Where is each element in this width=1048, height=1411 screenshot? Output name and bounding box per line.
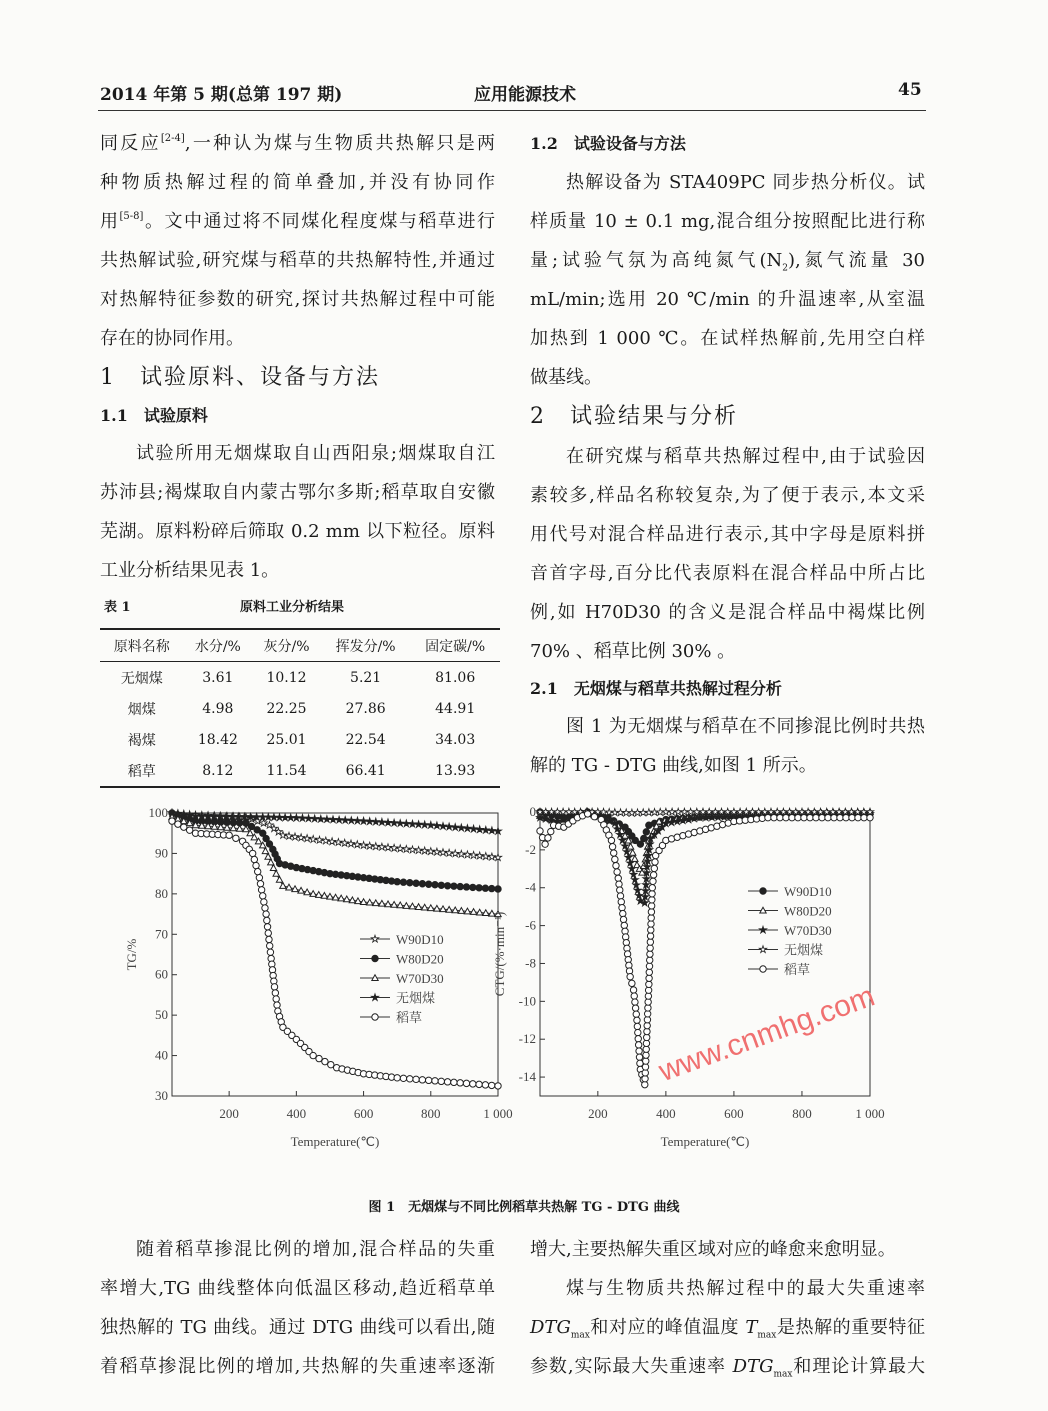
data-point-marker	[265, 853, 271, 859]
data-point-marker	[630, 987, 636, 993]
data-point-marker	[650, 872, 656, 878]
data-point-marker	[801, 814, 807, 820]
legend-label: W90D10	[784, 884, 832, 899]
data-point-marker	[615, 875, 621, 881]
x-tick-label: 800	[421, 1106, 441, 1121]
legend-label: W70D30	[784, 923, 832, 938]
data-point-marker	[310, 1052, 316, 1058]
data-point-marker	[631, 993, 637, 999]
text-line: 热解设备为 STA409PC 同步热分析仪。试	[566, 172, 925, 193]
data-point-marker	[759, 926, 766, 933]
data-point-marker	[413, 1076, 419, 1082]
y-tick-label: 30	[155, 1088, 168, 1103]
table-caption	[100, 592, 495, 620]
data-point-marker	[647, 933, 653, 939]
data-point-marker	[831, 814, 837, 820]
data-point-marker	[400, 879, 406, 885]
data-point-marker	[273, 870, 279, 876]
data-point-marker	[438, 882, 444, 888]
x-axis-label: Temperature(℃)	[660, 1134, 750, 1149]
data-point-marker	[632, 999, 638, 1005]
data-point-marker	[470, 884, 476, 890]
x-tick-label: 400	[286, 1106, 307, 1121]
data-point-marker	[372, 955, 378, 961]
y-tick-label: -6	[525, 917, 536, 933]
raw-material-analysis-table	[100, 628, 500, 788]
x-tick-label: 600	[353, 1106, 374, 1121]
data-point-marker	[545, 835, 551, 841]
data-point-marker	[608, 837, 614, 843]
data-point-marker	[647, 945, 653, 951]
data-point-marker	[648, 909, 654, 915]
table-cell: 4.98	[202, 700, 234, 717]
data-point-marker	[265, 930, 271, 936]
text-line: 着稻草掺混比例的增加,共热解的失重速率逐渐	[100, 1356, 495, 1377]
table-cell: 8.12	[202, 762, 234, 779]
data-point-marker	[463, 884, 469, 890]
data-point-marker	[648, 915, 654, 921]
data-point-marker	[843, 814, 849, 820]
y-tick-label: -4	[525, 879, 536, 895]
right-column	[530, 124, 925, 785]
data-point-marker	[651, 809, 658, 816]
bottom-left-column	[100, 1230, 495, 1386]
y-tick-label: 40	[155, 1047, 168, 1063]
data-point-marker	[641, 835, 647, 841]
text-line: 增大,主要热解失重区域对应的峰愈来愈明显。	[530, 1239, 896, 1260]
tg-chart	[120, 795, 520, 1155]
data-point-marker	[407, 1076, 413, 1082]
data-point-marker	[372, 1014, 378, 1020]
data-point-marker	[629, 980, 635, 986]
data-point-marker	[611, 850, 617, 856]
data-point-marker	[634, 1017, 640, 1023]
journal-title: 应用能源技术	[474, 85, 576, 105]
text-line: 在研究煤与稻草共热解过程中,由于试验因	[566, 446, 925, 467]
data-point-marker	[837, 814, 843, 820]
data-point-marker	[262, 848, 268, 854]
data-point-marker	[849, 814, 855, 820]
data-point-marker	[262, 905, 268, 911]
legend-label: 无烟煤	[396, 990, 436, 1006]
data-point-marker	[819, 814, 825, 820]
table-cell: 无烟煤	[120, 670, 163, 687]
data-point-marker	[657, 808, 664, 815]
data-point-marker	[645, 809, 652, 816]
data-point-marker	[634, 809, 641, 816]
legend-label: 稻草	[396, 1010, 423, 1025]
data-point-marker	[263, 911, 269, 917]
x-tick-label: 400	[656, 1106, 676, 1121]
data-point-marker	[662, 808, 669, 815]
dtg-chart	[492, 795, 895, 1155]
y-tick-label: 0	[529, 804, 536, 819]
data-point-marker	[371, 935, 378, 942]
data-point-marker	[777, 814, 783, 820]
y-tick-label: 60	[155, 966, 168, 982]
data-point-marker	[272, 990, 278, 996]
text-line: 种物质热解过程的简单叠加,并没有协同作	[100, 172, 495, 193]
data-point-marker	[488, 1082, 494, 1088]
data-point-marker	[267, 943, 273, 949]
data-point-marker	[261, 899, 267, 905]
data-point-marker	[765, 814, 771, 820]
table-cell: 81.06	[435, 669, 476, 686]
text-line: mL/min;选用 20 ℃/min 的升温速率,从室温	[530, 289, 925, 310]
y-tick-label: 90	[155, 845, 168, 861]
section-heading-1-1: 1.1 试验原料	[100, 406, 208, 425]
data-point-marker	[274, 1002, 280, 1008]
data-point-marker	[186, 827, 192, 833]
data-point-marker	[759, 946, 766, 953]
data-point-marker	[646, 975, 652, 981]
table-row	[100, 755, 500, 787]
x-tick-label: 1 000	[483, 1106, 513, 1121]
text-line: 试验所用无烟煤取自山西阳泉;烟煤取自江	[136, 443, 495, 464]
y-tick-label: 70	[155, 926, 168, 942]
x-axis-label: Temperature(℃)	[290, 1134, 380, 1149]
data-point-marker	[649, 891, 655, 897]
data-point-marker	[627, 843, 633, 849]
page-number: 45	[898, 80, 922, 100]
data-point-marker	[463, 1080, 469, 1086]
left-column	[100, 124, 495, 788]
series-line	[172, 821, 498, 1086]
legend-label: W70D30	[396, 971, 444, 986]
data-point-marker	[267, 949, 273, 955]
legend-label: W80D20	[396, 951, 444, 967]
data-point-marker	[457, 883, 463, 889]
data-point-marker	[632, 856, 638, 862]
data-point-marker	[771, 814, 777, 820]
data-point-marker	[394, 879, 400, 885]
data-point-marker	[253, 862, 259, 868]
data-point-marker	[647, 957, 653, 963]
section-heading-1: 1 试验原料、设备与方法	[100, 365, 380, 390]
data-point-marker	[425, 1077, 431, 1083]
data-point-marker	[813, 814, 819, 820]
data-point-marker	[419, 881, 425, 887]
table-cell: 25.01	[266, 731, 307, 748]
text-line: 对热解特征参数的研究,探讨共热解过程中可能	[100, 289, 495, 310]
data-point-marker	[649, 885, 655, 891]
text-line: 同反应[2-4],一种认为煤与生物质共热解只是两	[100, 133, 495, 154]
data-point-marker	[264, 917, 270, 923]
data-point-marker	[795, 814, 801, 820]
table-label: 表 1	[104, 600, 131, 615]
data-point-marker	[855, 814, 861, 820]
data-point-marker	[635, 1042, 641, 1048]
data-point-marker	[432, 882, 438, 888]
data-point-marker	[256, 874, 262, 880]
text-line: 量;试验气氛为高纯氮气$(N_2)$,氮气流量 30	[530, 250, 926, 274]
series-稻草	[169, 818, 501, 1089]
data-point-marker	[640, 809, 647, 816]
data-point-marker	[651, 865, 657, 871]
data-point-marker	[648, 903, 654, 909]
data-point-marker	[617, 893, 623, 899]
data-point-marker	[268, 859, 274, 865]
data-point-marker	[488, 885, 494, 891]
figure-caption: 图 1 无烟煤与不同比例稻草共热解 TG - DTG 曲线	[368, 1200, 680, 1215]
data-point-marker	[537, 828, 543, 834]
data-point-marker	[591, 814, 597, 820]
data-point-marker	[620, 916, 626, 922]
y-tick-label: -14	[518, 1069, 536, 1085]
data-point-marker	[233, 835, 239, 841]
data-point-marker	[825, 814, 831, 820]
data-point-marker	[789, 814, 795, 820]
column-header: 固定碳/%	[425, 638, 486, 655]
data-point-marker	[647, 951, 653, 957]
data-point-marker	[648, 921, 654, 927]
text-line: 加热到 1 000 ℃。在试样热解前,先用空白样	[530, 328, 925, 349]
x-tick-label: 600	[724, 1106, 744, 1121]
table-cell: 18.42	[197, 731, 238, 748]
table-row	[100, 724, 500, 755]
data-point-marker	[451, 1079, 457, 1085]
data-point-marker	[276, 877, 282, 883]
data-point-marker	[226, 832, 232, 838]
table-cell: 66.41	[345, 762, 386, 779]
citation: [5-8]	[119, 211, 144, 222]
data-point-marker	[264, 924, 270, 930]
data-point-marker	[371, 994, 378, 1001]
data-point-marker	[175, 821, 181, 827]
data-point-marker	[617, 887, 623, 893]
table-title: 原料工业分析结果	[240, 600, 345, 615]
data-point-marker	[270, 865, 276, 871]
data-point-marker	[627, 974, 633, 980]
data-point-marker	[650, 878, 656, 884]
data-point-marker	[643, 829, 649, 835]
data-point-marker	[616, 881, 622, 887]
data-point-marker	[647, 939, 653, 945]
legend-label: 稻草	[784, 962, 811, 977]
data-point-marker	[646, 969, 652, 975]
data-point-marker	[482, 1082, 488, 1088]
data-point-marker	[419, 1077, 425, 1083]
text-line: 音首字母,百分比代表原料在混合样品中所占比	[530, 563, 925, 584]
data-point-marker	[432, 1078, 438, 1084]
plot-frame	[172, 813, 498, 1096]
data-point-marker	[807, 814, 813, 820]
data-point-marker	[648, 927, 654, 933]
table-cell: 22.25	[266, 700, 307, 717]
data-point-marker	[783, 814, 789, 820]
text-line: 样质量 10 ± 0.1 mg,混合组分按照配比进行称	[530, 211, 925, 232]
data-point-marker	[273, 996, 279, 1002]
data-point-marker	[257, 881, 263, 887]
data-point-marker	[675, 808, 682, 815]
data-point-marker	[628, 809, 635, 816]
table-row	[100, 693, 500, 724]
table-cell: 27.86	[345, 700, 386, 717]
y-tick-label: -8	[525, 955, 536, 971]
text-line: 参数,实际最大失重速率 $DTG_{max}$和理论计算最大	[530, 1356, 926, 1380]
text-line: 随着稻草掺混比例的增加,混合样品的失重	[136, 1239, 495, 1260]
table-cell: 稻草	[127, 763, 156, 780]
data-point-marker	[649, 897, 655, 903]
data-point-marker	[271, 984, 277, 990]
text-line: 苏沛县;褐煤取自内蒙古鄂尔多斯;稻草取自安徽	[100, 482, 495, 503]
y-tick-label: -10	[518, 993, 536, 1009]
y-tick-label: -2	[525, 841, 536, 857]
column-header: 原料名称	[113, 638, 170, 655]
legend-label: W80D20	[784, 903, 832, 919]
data-point-marker	[614, 869, 620, 875]
data-point-marker	[258, 887, 264, 893]
table-cell: 褐煤	[127, 732, 156, 749]
table-cell: 34.03	[435, 731, 476, 748]
text-line: 存在的协同作用。	[100, 328, 244, 349]
y-tick-label: 100	[148, 805, 168, 820]
data-point-marker	[407, 880, 413, 886]
data-point-marker	[322, 1058, 328, 1064]
data-point-marker	[457, 1080, 463, 1086]
citation: [2-4]	[160, 133, 185, 144]
data-point-marker	[636, 1054, 642, 1060]
data-point-marker	[476, 1081, 482, 1087]
data-point-marker	[633, 1011, 639, 1017]
text-line: 煤与生物质共热解过程中的最大失重速率	[566, 1278, 925, 1299]
text-line: 例,如 H70D30 的含义是混合样品中褐煤比例	[530, 602, 925, 623]
x-tick-label: 800	[792, 1106, 812, 1121]
data-point-marker	[619, 905, 625, 911]
data-point-marker	[609, 844, 615, 850]
data-point-marker	[620, 910, 626, 916]
text-line: 做基线。	[530, 367, 602, 388]
x-tick-label: 200	[219, 1106, 239, 1121]
text-line: 解的 TG - DTG 曲线,如图 1 所示。	[530, 755, 817, 776]
data-point-marker	[636, 1048, 642, 1054]
data-point-marker	[394, 1075, 400, 1081]
table-header-row	[100, 629, 500, 662]
data-point-marker	[632, 1005, 638, 1011]
data-point-marker	[668, 808, 675, 815]
data-point-marker	[317, 815, 324, 822]
text-line: 独热解的 TG 曲线。通过 DTG 曲线可以看出,随	[100, 1317, 495, 1338]
y-tick-label: 80	[155, 885, 168, 901]
data-point-marker	[266, 936, 272, 942]
series-line	[540, 812, 870, 873]
x-tick-label: 1 000	[855, 1106, 885, 1121]
data-point-marker	[438, 1078, 444, 1084]
column-header: 灰分/%	[263, 638, 310, 655]
data-point-marker	[316, 1055, 322, 1061]
data-point-marker	[652, 859, 658, 865]
header-rule	[98, 110, 926, 111]
table-cell: 44.91	[435, 700, 476, 717]
data-point-marker	[646, 963, 652, 969]
column-header: 挥发分/%	[335, 638, 396, 655]
data-point-marker	[181, 824, 187, 830]
data-point-marker	[482, 885, 488, 891]
data-point-marker	[681, 808, 688, 815]
x-tick-label: 200	[588, 1106, 608, 1121]
text-line: 素较多,样品名称较复杂,为了便于表示,本文采	[530, 485, 925, 506]
data-point-marker	[635, 1036, 641, 1042]
data-point-marker	[635, 1029, 641, 1035]
column-header: 水分/%	[194, 638, 241, 655]
table-cell: 5.21	[350, 669, 382, 686]
data-point-marker	[280, 883, 286, 889]
data-point-marker	[584, 811, 590, 817]
data-point-marker	[400, 1075, 406, 1081]
data-point-marker	[444, 1079, 450, 1085]
table-cell: 13.93	[435, 762, 476, 779]
text-line: 用[5-8]。文中通过将不同煤化程度煤与稻草进行	[100, 211, 495, 232]
table-cell: 烟煤	[127, 701, 156, 718]
watermark: www.cnmhg.com	[654, 979, 880, 1089]
text-line: 芜湖。原料粉碎后筛取 0.2 mm 以下粒径。原料	[100, 521, 495, 542]
table-row	[100, 662, 500, 694]
bottom-right-column	[530, 1230, 925, 1386]
data-point-marker	[861, 814, 867, 820]
data-point-marker	[612, 856, 618, 862]
text-line: 70% 、稻草比例 30% 。	[530, 641, 736, 662]
table-cell: 3.61	[202, 669, 234, 686]
journal-issue: 2014 年第 5 期(总第 197 期)	[100, 85, 343, 105]
data-point-marker	[760, 966, 766, 972]
text-line: 用代号对混合样品进行表示,其中字母是原料拼	[530, 524, 925, 545]
data-point-marker	[451, 883, 457, 889]
text-line: 共热解试验,研究煤与稻草的共热解特性,并通过	[100, 250, 495, 271]
data-point-marker	[328, 1061, 334, 1067]
data-point-marker	[470, 1081, 476, 1087]
data-point-marker	[425, 881, 431, 887]
data-point-marker	[618, 899, 624, 905]
y-tick-label: -12	[518, 1031, 536, 1047]
section-heading-2: 2 试验结果与分析	[530, 404, 738, 429]
data-point-marker	[613, 862, 619, 868]
section-heading-2-1: 2.1 无烟煤与稻草共热解过程分析	[530, 679, 782, 698]
data-point-marker	[542, 841, 548, 847]
text-line: 图 1 为无烟煤与稻草在不同掺混比例时共热	[566, 716, 925, 737]
text-line: $DTG_{max}$和对应的峰值温度 $T_{max}$是热解的重要特征	[530, 1317, 925, 1341]
data-point-marker	[634, 1023, 640, 1029]
y-axis-label: TG/%	[124, 938, 139, 971]
legend-label: W90D10	[396, 932, 444, 947]
data-point-marker	[548, 828, 554, 834]
data-point-marker	[255, 868, 261, 874]
section-heading-1-2: 1.2 试验设备与方法	[530, 134, 686, 153]
text-line: 工业分析结果见表 1。	[100, 560, 280, 581]
data-point-marker	[169, 818, 175, 824]
table-cell: 22.54	[345, 731, 386, 748]
data-point-marker	[251, 856, 257, 862]
data-point-marker	[760, 888, 766, 894]
legend-label: 无烟煤	[784, 942, 824, 958]
text-line: 率增大,TG 曲线整体向低温区移动,趋近稻草单	[100, 1278, 495, 1299]
data-point-marker	[249, 850, 255, 856]
data-point-marker	[260, 893, 266, 899]
data-point-marker	[476, 885, 482, 891]
data-point-marker	[413, 880, 419, 886]
data-point-marker	[867, 814, 873, 820]
data-point-marker	[444, 883, 450, 889]
y-axis-label: CTG/(%·min⁻¹)	[492, 911, 507, 997]
y-tick-label: 50	[155, 1007, 168, 1023]
data-point-marker	[646, 981, 652, 987]
table-cell: 11.54	[266, 762, 307, 779]
table-cell: 10.12	[266, 669, 307, 686]
data-point-marker	[621, 922, 627, 928]
